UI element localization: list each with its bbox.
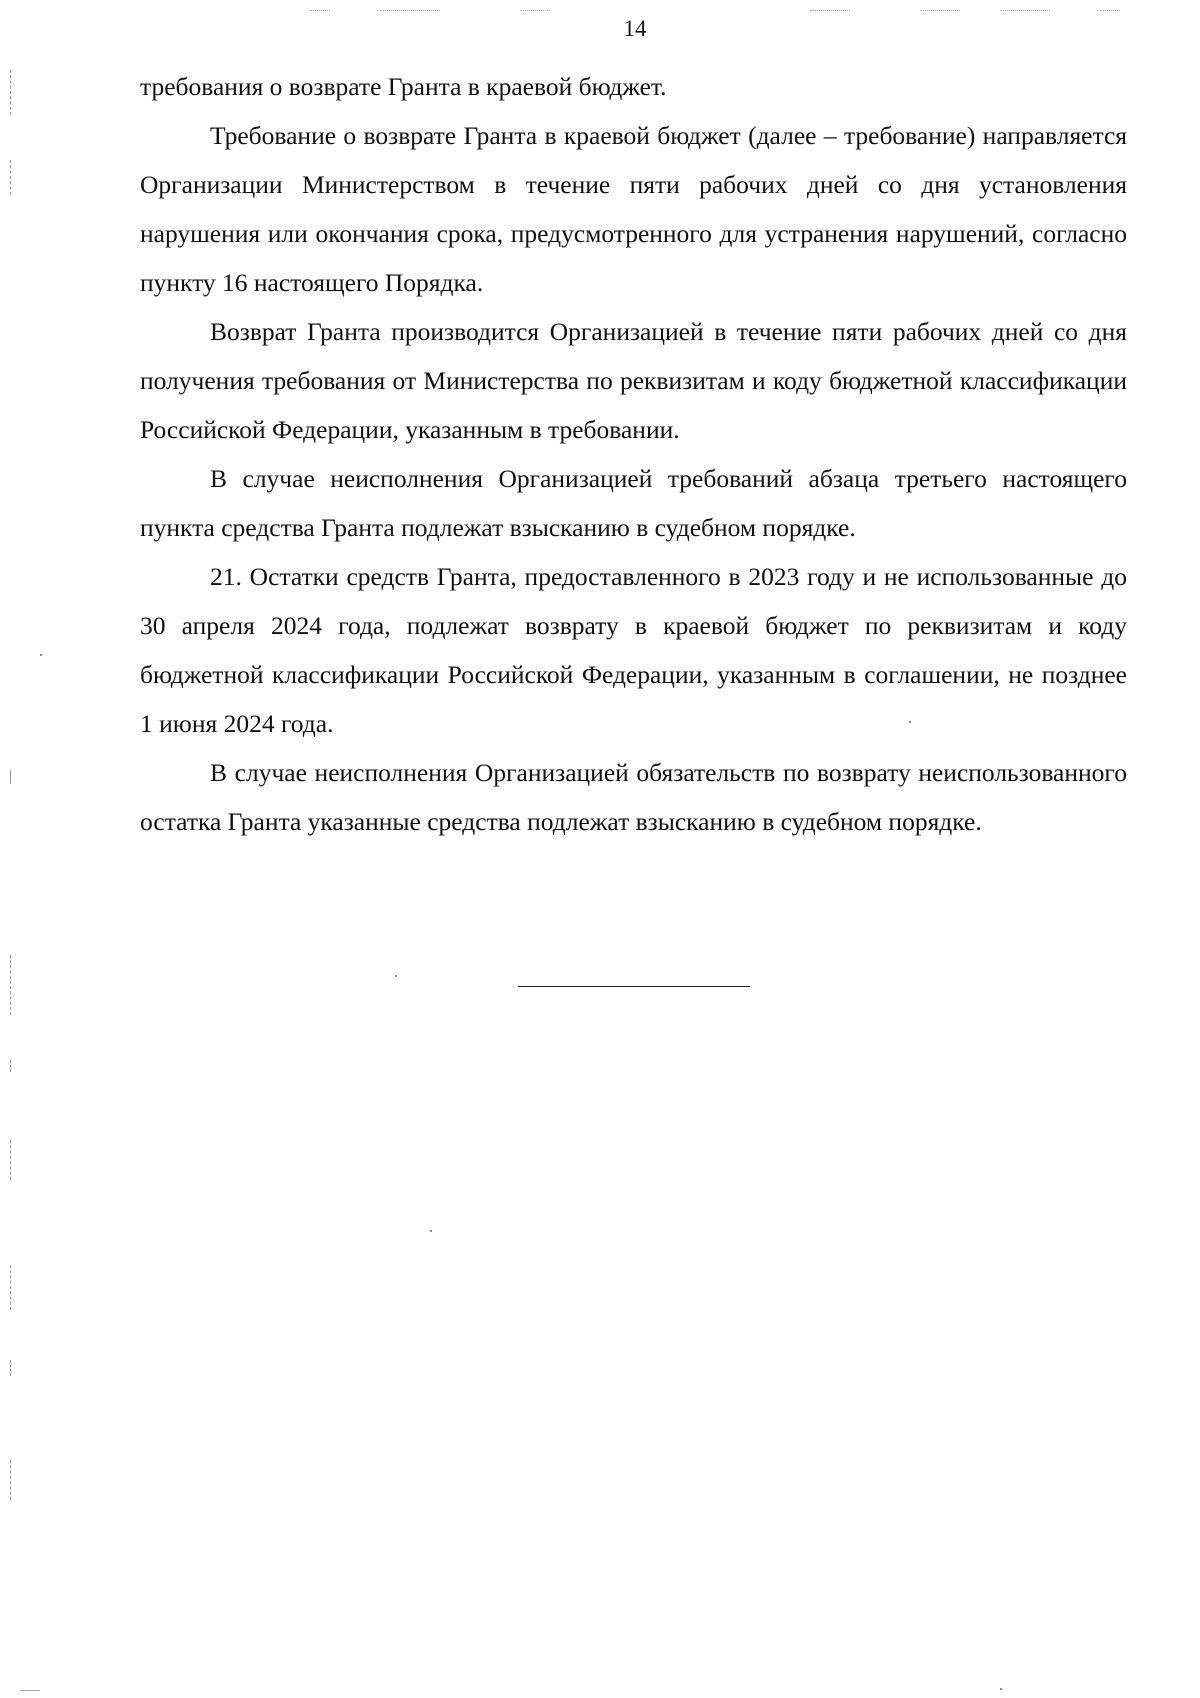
paragraph: В случае неисполнения Организацией обязательств по возврату неиспользованного остатка Гранта указанные средства подлежат взысканию в судебном порядке. (140, 758, 1127, 836)
document-body (140, 62, 1127, 846)
scan-speck (430, 1230, 432, 1232)
scan-artifact-left (10, 955, 11, 1015)
scan-artifact-bottom (20, 1690, 40, 1691)
scan-speck (40, 654, 42, 656)
paragraph: Возврат Гранта производится Организацией в течение пяти рабочих дней со дня получения требования от Министерства по реквизитам и коду бюджетной классификации Российской Федерации, указанным в требовании. (140, 317, 1127, 444)
scan-artifact-top (810, 10, 850, 11)
scan-artifact-left (10, 160, 11, 195)
scan-artifact-left (10, 1265, 11, 1310)
scan-artifact-top (520, 10, 550, 11)
scan-artifact-left (10, 1060, 11, 1072)
scan-artifact-top (1000, 10, 1050, 11)
scan-artifact-top (380, 10, 440, 11)
scan-artifact-left (10, 1460, 11, 1500)
paragraph: требования о возврате Гранта в краевой бюджет. (140, 72, 667, 101)
page-number: 14 (623, 16, 647, 41)
scan-artifact-left (10, 1140, 11, 1180)
scan-artifact-top (1100, 10, 1120, 11)
scan-artifact-left (10, 70, 11, 115)
paragraph: 21. Остатки средств Гранта, предоставленного в 2023 году и не использованные до 30 апреля 2024 года, подлежат возврату в краевой бюджет по реквизитам и коду бюджетной классификации Российской Федерации, указанным в соглашении, не позднее 1 июня 2024 года. (140, 562, 1127, 738)
scan-artifact-left (10, 1360, 11, 1376)
paragraph: Требование о возврате Гранта в краевой бюджет (далее – требование) направляется Организации Министерством в течение пяти рабочих дней со дня установления нарушения или окончания срока, предусмотренного для устранения нарушений, согласно пункту 16 настоящего Порядка. (140, 121, 1127, 297)
scan-artifact-left (10, 770, 11, 784)
scan-speck (1000, 1688, 1002, 1690)
paragraph: В случае неисполнения Организацией требований абзаца третьего настоящего пункта средства Гранта подлежат взысканию в судебном порядке. (140, 464, 1127, 542)
scan-artifact-top (310, 10, 330, 11)
scan-artifact-top (920, 10, 960, 11)
end-of-document-rule (518, 986, 750, 987)
scan-speck (395, 975, 397, 977)
